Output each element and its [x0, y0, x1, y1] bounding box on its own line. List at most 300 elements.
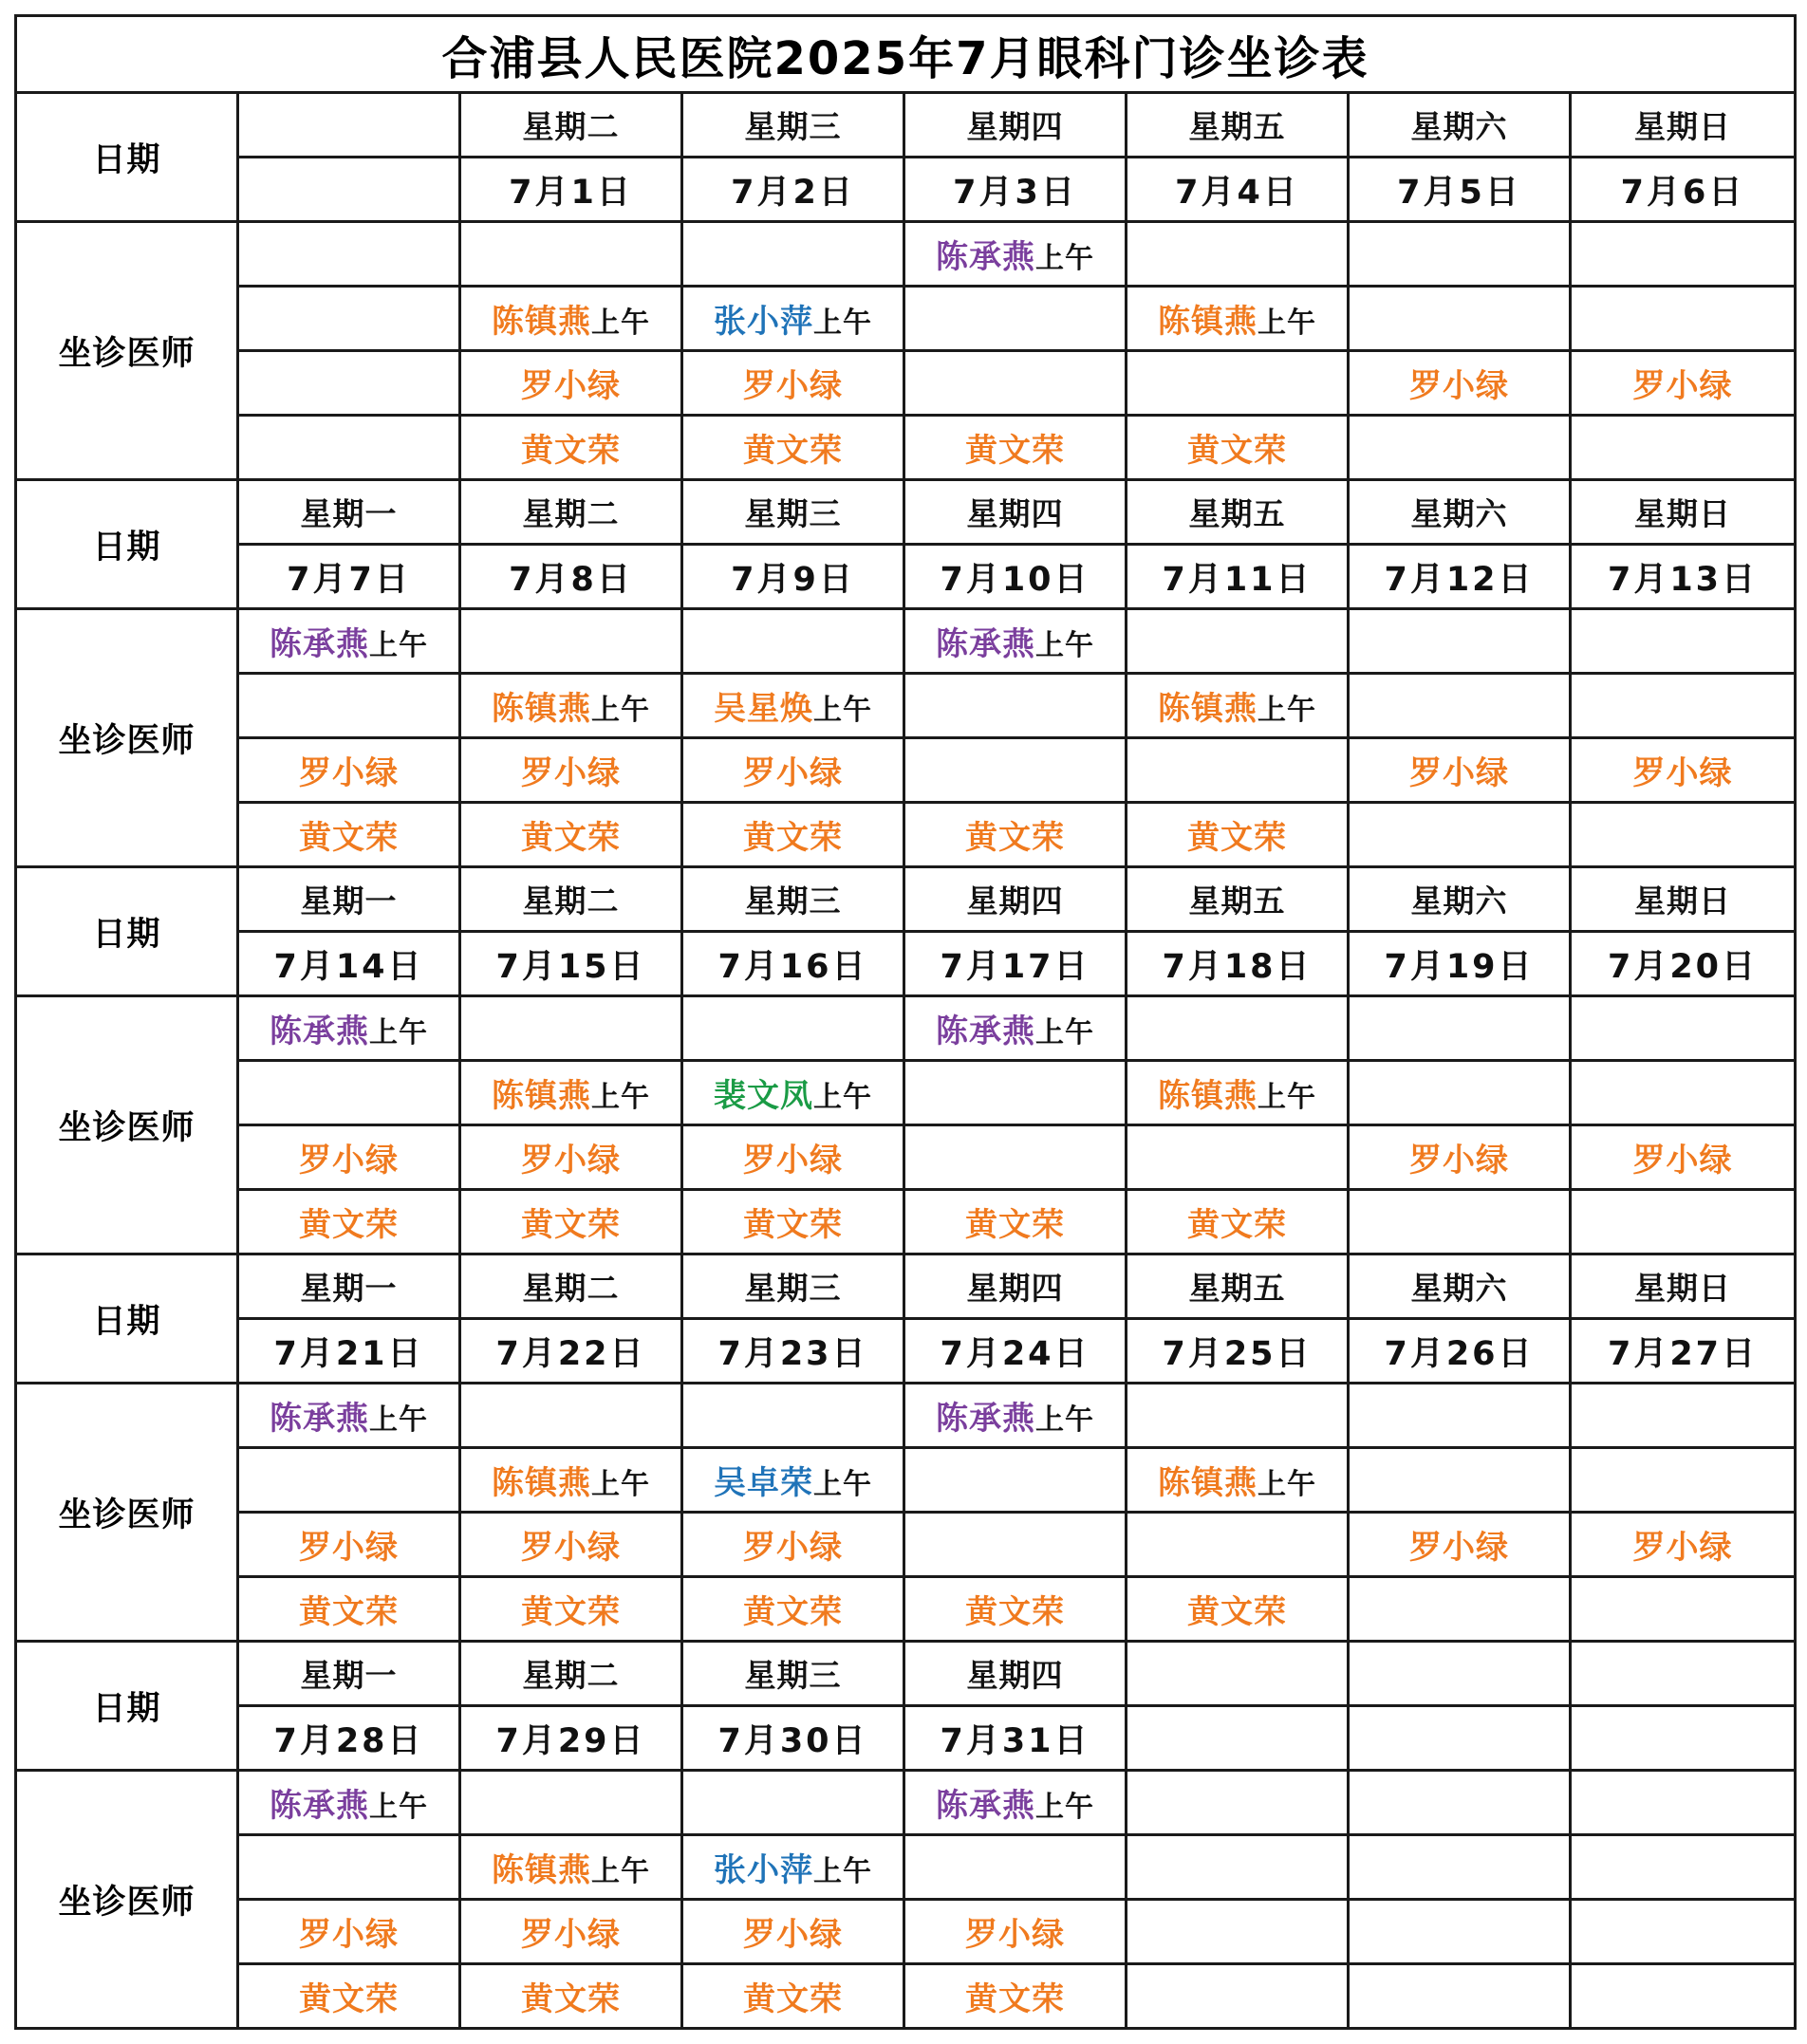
- doctor-slot-row: [16, 803, 1796, 867]
- weekday-cell: 星期日: [1571, 1254, 1796, 1319]
- doctor-name: 黄文荣: [1187, 819, 1287, 857]
- doctor-cell: [904, 416, 1127, 480]
- doctor-slot-row: [16, 287, 1796, 351]
- date-cell: 7月30日: [682, 1706, 904, 1771]
- doctor-name: 罗小绿: [743, 754, 843, 792]
- doctor-name: 罗小绿: [743, 1916, 843, 1954]
- date-cell: 7月14日: [238, 932, 460, 996]
- date-cell: 7月8日: [460, 545, 682, 609]
- shift-label: 上午: [813, 694, 872, 727]
- doctor-cell: [460, 1125, 682, 1190]
- shift-label: 上午: [1035, 242, 1094, 275]
- shift-label: 上午: [369, 629, 428, 662]
- doctor-name: 黄文荣: [743, 1206, 843, 1244]
- doctor-cell: [904, 1061, 1127, 1125]
- doctor-cell: [904, 1771, 1127, 1835]
- doctor-name: 黄文荣: [743, 432, 843, 470]
- doctor-cell: [682, 1190, 904, 1254]
- date-row: [16, 1706, 1796, 1771]
- date-cell: 7月3日: [904, 158, 1127, 222]
- weekday-cell: 星期六: [1349, 867, 1571, 932]
- doctor-name: 黄文荣: [965, 1980, 1065, 2018]
- doctor-cell: [904, 1384, 1127, 1448]
- date-cell: 7月20日: [1571, 932, 1796, 996]
- doctor-name: 吴星焕: [714, 690, 813, 728]
- doctor-cell: [1349, 803, 1571, 867]
- doctor-cell: [904, 674, 1127, 738]
- doctor-cell: [1127, 1384, 1349, 1448]
- doctor-cell: [682, 738, 904, 803]
- shift-label: 上午: [591, 307, 650, 340]
- shift-label: 上午: [1035, 629, 1094, 662]
- doctor-cell: [238, 674, 460, 738]
- doctor-name: 罗小绿: [1632, 367, 1733, 405]
- weekday-cell: 星期日: [1571, 93, 1796, 158]
- doctor-slot-row: [16, 1835, 1796, 1900]
- doctor-cell: [904, 1577, 1127, 1642]
- doctor-cell: [1349, 1577, 1571, 1642]
- date-label: 日期: [16, 1642, 238, 1771]
- doctors-label: 坐诊医师: [16, 222, 238, 480]
- doctor-cell: [682, 351, 904, 416]
- doctor-cell: [904, 351, 1127, 416]
- doctor-name: 陈镇燕: [492, 303, 591, 341]
- weekday-cell: 星期五: [1127, 867, 1349, 932]
- weekday-cell: [1127, 1642, 1349, 1706]
- date-label: 日期: [16, 867, 238, 996]
- doctor-name: 陈承燕: [936, 1787, 1035, 1825]
- doctor-slot-row: [16, 1125, 1796, 1190]
- doctor-name: 罗小绿: [965, 1916, 1065, 1954]
- doctor-name: 罗小绿: [521, 367, 621, 405]
- weekday-cell: 星期四: [904, 480, 1127, 545]
- shift-label: 上午: [591, 1855, 650, 1888]
- shift-label: 上午: [1035, 1016, 1094, 1050]
- doctor-cell: [1349, 1061, 1571, 1125]
- doctor-cell: [460, 222, 682, 287]
- doctor-cell: [1571, 1771, 1796, 1835]
- doctor-cell: [460, 1577, 682, 1642]
- doctor-cell: [1127, 287, 1349, 351]
- shift-label: 上午: [1257, 1468, 1316, 1501]
- doctor-cell: [238, 1384, 460, 1448]
- doctor-cell: [1349, 1771, 1571, 1835]
- doctor-name: 陈镇燕: [492, 1464, 591, 1502]
- doctor-cell: [1127, 222, 1349, 287]
- doctor-cell: [1571, 222, 1796, 287]
- doctor-cell: [1571, 1384, 1796, 1448]
- doctor-cell: [1349, 1900, 1571, 1964]
- date-cell: 7月15日: [460, 932, 682, 996]
- date-row: [16, 158, 1796, 222]
- date-cell: 7月16日: [682, 932, 904, 996]
- doctor-name: 陈镇燕: [1158, 303, 1257, 341]
- date-cell: 7月12日: [1349, 545, 1571, 609]
- doctor-cell: [238, 1577, 460, 1642]
- date-cell: 7月26日: [1349, 1319, 1571, 1384]
- doctor-name: 陈承燕: [936, 625, 1035, 663]
- weekday-row: [16, 867, 1796, 932]
- doctor-cell: [238, 1900, 460, 1964]
- doctor-cell: [238, 609, 460, 674]
- doctor-slot-row: [16, 351, 1796, 416]
- doctor-cell: [238, 416, 460, 480]
- doctor-name: 陈承燕: [270, 1787, 369, 1825]
- doctor-slot-row: [16, 222, 1796, 287]
- doctor-name: 吴卓荣: [714, 1464, 813, 1502]
- doctor-name: 罗小绿: [1632, 754, 1733, 792]
- shift-label: 上午: [1035, 1791, 1094, 1824]
- doctor-cell: [1571, 1190, 1796, 1254]
- doctor-name: 陈镇燕: [492, 1077, 591, 1115]
- date-cell: 7月10日: [904, 545, 1127, 609]
- doctor-cell: [1571, 1513, 1796, 1577]
- doctor-slot-row: [16, 609, 1796, 674]
- weekday-cell: 星期一: [238, 480, 460, 545]
- doctor-cell: [904, 1448, 1127, 1513]
- weekday-cell: 星期六: [1349, 480, 1571, 545]
- doctor-name: 罗小绿: [743, 1529, 843, 1567]
- doctor-cell: [238, 351, 460, 416]
- page-title: 合浦县人民医院2025年7月眼科门诊坐诊表: [16, 16, 1796, 93]
- doctor-name: 张小萍: [714, 1851, 813, 1889]
- weekday-cell: 星期日: [1571, 867, 1796, 932]
- doctor-cell: [904, 1900, 1127, 1964]
- doctor-cell: [904, 1835, 1127, 1900]
- date-cell: 7月5日: [1349, 158, 1571, 222]
- doctor-cell: [460, 996, 682, 1061]
- doctor-cell: [460, 1964, 682, 2029]
- date-row: [16, 545, 1796, 609]
- doctor-cell: [460, 1835, 682, 1900]
- weekday-cell: [238, 93, 460, 158]
- weekday-cell: 星期二: [460, 867, 682, 932]
- date-cell: 7月4日: [1127, 158, 1349, 222]
- doctor-cell: [1349, 287, 1571, 351]
- doctor-slot-row: [16, 1448, 1796, 1513]
- shift-label: 上午: [591, 1081, 650, 1114]
- weekday-cell: 星期二: [460, 1642, 682, 1706]
- doctor-cell: [1127, 416, 1349, 480]
- doctor-cell: [1127, 1835, 1349, 1900]
- doctor-cell: [460, 674, 682, 738]
- doctor-cell: [460, 1900, 682, 1964]
- doctor-cell: [1127, 1448, 1349, 1513]
- doctor-cell: [238, 222, 460, 287]
- weekday-cell: 星期日: [1571, 480, 1796, 545]
- doctor-name: 罗小绿: [521, 1529, 621, 1567]
- doctor-cell: [1349, 996, 1571, 1061]
- doctor-name: 罗小绿: [743, 367, 843, 405]
- shift-label: 上午: [813, 1081, 872, 1114]
- doctor-name: 罗小绿: [299, 754, 399, 792]
- doctor-cell: [1349, 1448, 1571, 1513]
- date-cell: 7月19日: [1349, 932, 1571, 996]
- weekday-cell: 星期二: [460, 1254, 682, 1319]
- doctor-cell: [904, 1125, 1127, 1190]
- doctor-cell: [460, 738, 682, 803]
- doctor-cell: [238, 1190, 460, 1254]
- date-cell: 7月27日: [1571, 1319, 1796, 1384]
- doctor-cell: [1127, 674, 1349, 738]
- doctor-cell: [1127, 1125, 1349, 1190]
- doctor-cell: [1349, 1190, 1571, 1254]
- doctor-cell: [1349, 1384, 1571, 1448]
- doctor-name: 罗小绿: [521, 1142, 621, 1180]
- doctor-slot-row: [16, 1771, 1796, 1835]
- doctor-name: 黄文荣: [1187, 1206, 1287, 1244]
- schedule-table: [14, 14, 1797, 2030]
- date-cell: 7月17日: [904, 932, 1127, 996]
- weekday-row: [16, 1642, 1796, 1706]
- weekday-cell: 星期一: [238, 867, 460, 932]
- doctor-cell: [460, 1384, 682, 1448]
- doctor-cell: [460, 287, 682, 351]
- doctor-name: 黄文荣: [521, 819, 621, 857]
- doctor-name: 黄文荣: [1187, 432, 1287, 470]
- shift-label: 上午: [1035, 1403, 1094, 1437]
- shift-label: 上午: [1257, 1081, 1316, 1114]
- doctor-name: 罗小绿: [521, 754, 621, 792]
- doctor-cell: [1571, 1835, 1796, 1900]
- doctor-cell: [238, 1448, 460, 1513]
- doctor-name: 罗小绿: [743, 1142, 843, 1180]
- doctor-name: 罗小绿: [1409, 754, 1509, 792]
- date-cell: 7月9日: [682, 545, 904, 609]
- doctor-name: 陈镇燕: [1158, 1077, 1257, 1115]
- doctor-name: 陈镇燕: [492, 690, 591, 728]
- date-cell: 7月22日: [460, 1319, 682, 1384]
- doctor-cell: [682, 1513, 904, 1577]
- weekday-cell: [1571, 1642, 1796, 1706]
- date-cell: 7月29日: [460, 1706, 682, 1771]
- doctor-cell: [238, 1125, 460, 1190]
- shift-label: 上午: [369, 1403, 428, 1437]
- doctor-cell: [682, 1900, 904, 1964]
- weekday-row: [16, 480, 1796, 545]
- doctor-slot-row: [16, 1513, 1796, 1577]
- doctor-name: 陈镇燕: [492, 1851, 591, 1889]
- weekday-cell: 星期三: [682, 1642, 904, 1706]
- doctor-cell: [1571, 1448, 1796, 1513]
- doctor-cell: [238, 1061, 460, 1125]
- doctor-cell: [1127, 1513, 1349, 1577]
- doctor-name: 罗小绿: [521, 1916, 621, 1954]
- weekday-row: [16, 1254, 1796, 1319]
- doctor-cell: [1571, 803, 1796, 867]
- doctor-cell: [682, 222, 904, 287]
- date-row: [16, 932, 1796, 996]
- doctor-cell: [1571, 1577, 1796, 1642]
- date-cell: 7月6日: [1571, 158, 1796, 222]
- date-label: 日期: [16, 1254, 238, 1384]
- weekday-cell: 星期四: [904, 1254, 1127, 1319]
- doctor-cell: [904, 222, 1127, 287]
- doctor-cell: [682, 1577, 904, 1642]
- doctor-name: 黄文荣: [299, 1206, 399, 1244]
- date-cell: 7月7日: [238, 545, 460, 609]
- doctors-label: 坐诊医师: [16, 996, 238, 1254]
- weekday-cell: 星期四: [904, 1642, 1127, 1706]
- doctor-cell: [238, 1835, 460, 1900]
- doctor-cell: [238, 287, 460, 351]
- doctor-name: 黄文荣: [521, 432, 621, 470]
- doctor-cell: [1349, 1964, 1571, 2029]
- doctor-name: 陈承燕: [270, 625, 369, 663]
- doctor-cell: [1571, 1964, 1796, 2029]
- shift-label: 上午: [1257, 307, 1316, 340]
- weekday-cell: 星期三: [682, 93, 904, 158]
- doctor-slot-row: [16, 416, 1796, 480]
- doctor-cell: [904, 996, 1127, 1061]
- shift-label: 上午: [369, 1791, 428, 1824]
- doctor-cell: [1349, 674, 1571, 738]
- doctor-cell: [238, 803, 460, 867]
- doctor-slot-row: [16, 1190, 1796, 1254]
- doctor-cell: [682, 1448, 904, 1513]
- date-cell: [1127, 1706, 1349, 1771]
- weekday-cell: 星期五: [1127, 1254, 1349, 1319]
- doctor-cell: [682, 1061, 904, 1125]
- doctor-slot-row: [16, 996, 1796, 1061]
- date-cell: 7月24日: [904, 1319, 1127, 1384]
- weekday-cell: 星期一: [238, 1254, 460, 1319]
- doctor-cell: [460, 1771, 682, 1835]
- weekday-cell: 星期二: [460, 93, 682, 158]
- doctor-name: 黄文荣: [299, 819, 399, 857]
- doctor-name: 罗小绿: [299, 1916, 399, 1954]
- doctor-cell: [238, 738, 460, 803]
- doctor-cell: [1571, 416, 1796, 480]
- weekday-cell: 星期五: [1127, 480, 1349, 545]
- doctor-name: 陈承燕: [936, 1400, 1035, 1438]
- doctor-cell: [1571, 674, 1796, 738]
- doctor-name: 黄文荣: [521, 1206, 621, 1244]
- date-cell: [1349, 1706, 1571, 1771]
- date-cell: 7月21日: [238, 1319, 460, 1384]
- doctor-cell: [238, 996, 460, 1061]
- weekday-cell: 星期三: [682, 1254, 904, 1319]
- doctor-name: 陈承燕: [936, 238, 1035, 276]
- doctor-slot-row: [16, 674, 1796, 738]
- doctor-cell: [682, 609, 904, 674]
- shift-label: 上午: [1257, 694, 1316, 727]
- doctor-cell: [460, 803, 682, 867]
- doctor-cell: [682, 1964, 904, 2029]
- shift-label: 上午: [591, 1468, 650, 1501]
- doctor-cell: [1127, 351, 1349, 416]
- doctor-name: 罗小绿: [1409, 367, 1509, 405]
- weekday-cell: 星期四: [904, 93, 1127, 158]
- doctor-cell: [238, 1964, 460, 2029]
- doctor-cell: [904, 1964, 1127, 2029]
- doctor-name: 罗小绿: [299, 1529, 399, 1567]
- doctor-name: 罗小绿: [299, 1142, 399, 1180]
- doctor-name: 陈承燕: [936, 1013, 1035, 1050]
- doctor-name: 黄文荣: [521, 1980, 621, 2018]
- doctor-name: 黄文荣: [299, 1593, 399, 1631]
- doctor-cell: [1349, 609, 1571, 674]
- doctor-cell: [682, 1771, 904, 1835]
- doctor-slot-row: [16, 1900, 1796, 1964]
- doctor-cell: [1571, 1125, 1796, 1190]
- doctor-slot-row: [16, 1384, 1796, 1448]
- doctor-cell: [1571, 609, 1796, 674]
- weekday-cell: 星期二: [460, 480, 682, 545]
- doctor-cell: [904, 803, 1127, 867]
- date-cell: 7月31日: [904, 1706, 1127, 1771]
- doctor-cell: [460, 1448, 682, 1513]
- doctor-name: 张小萍: [714, 303, 813, 341]
- date-row: [16, 1319, 1796, 1384]
- shift-label: 上午: [813, 1855, 872, 1888]
- doctor-name: 罗小绿: [1632, 1142, 1733, 1180]
- doctor-cell: [1349, 351, 1571, 416]
- doctor-name: 黄文荣: [965, 432, 1065, 470]
- doctor-cell: [682, 996, 904, 1061]
- doctor-cell: [682, 1384, 904, 1448]
- shift-label: 上午: [369, 1016, 428, 1050]
- schedule-body: [16, 16, 1796, 2029]
- doctor-name: 罗小绿: [1632, 1529, 1733, 1567]
- weekday-cell: 星期六: [1349, 1254, 1571, 1319]
- doctor-name: 黄文荣: [743, 819, 843, 857]
- doctor-cell: [904, 287, 1127, 351]
- doctor-name: 裴文凤: [714, 1077, 813, 1115]
- doctor-cell: [1349, 222, 1571, 287]
- doctor-cell: [1349, 1125, 1571, 1190]
- doctor-cell: [1127, 803, 1349, 867]
- weekday-cell: 星期五: [1127, 93, 1349, 158]
- weekday-cell: 星期三: [682, 867, 904, 932]
- doctor-cell: [460, 1513, 682, 1577]
- doctor-name: 陈承燕: [270, 1400, 369, 1438]
- date-label: 日期: [16, 93, 238, 222]
- doctor-cell: [1127, 1577, 1349, 1642]
- doctor-name: 陈镇燕: [1158, 690, 1257, 728]
- doctor-slot-row: [16, 1061, 1796, 1125]
- date-cell: 7月28日: [238, 1706, 460, 1771]
- doctor-name: 黄文荣: [743, 1593, 843, 1631]
- doctor-cell: [682, 803, 904, 867]
- doctor-cell: [1127, 1061, 1349, 1125]
- weekday-cell: 星期一: [238, 1642, 460, 1706]
- doctor-slot-row: [16, 1964, 1796, 2029]
- doctor-name: 黄文荣: [743, 1980, 843, 2018]
- doctor-cell: [1571, 1061, 1796, 1125]
- date-cell: 7月23日: [682, 1319, 904, 1384]
- doctor-cell: [904, 738, 1127, 803]
- weekday-cell: 星期四: [904, 867, 1127, 932]
- doctor-name: 黄文荣: [521, 1593, 621, 1631]
- doctor-name: 罗小绿: [1409, 1529, 1509, 1567]
- date-cell: 7月1日: [460, 158, 682, 222]
- weekday-row: [16, 93, 1796, 158]
- doctor-cell: [682, 674, 904, 738]
- doctor-name: 陈承燕: [270, 1013, 369, 1050]
- doctor-slot-row: [16, 738, 1796, 803]
- doctor-cell: [1127, 738, 1349, 803]
- doctor-cell: [904, 1513, 1127, 1577]
- date-cell: [1571, 1706, 1796, 1771]
- date-cell: [238, 158, 460, 222]
- date-cell: 7月2日: [682, 158, 904, 222]
- date-cell: 7月13日: [1571, 545, 1796, 609]
- shift-label: 上午: [591, 694, 650, 727]
- doctor-cell: [238, 1771, 460, 1835]
- doctor-cell: [904, 609, 1127, 674]
- doctor-name: 罗小绿: [1409, 1142, 1509, 1180]
